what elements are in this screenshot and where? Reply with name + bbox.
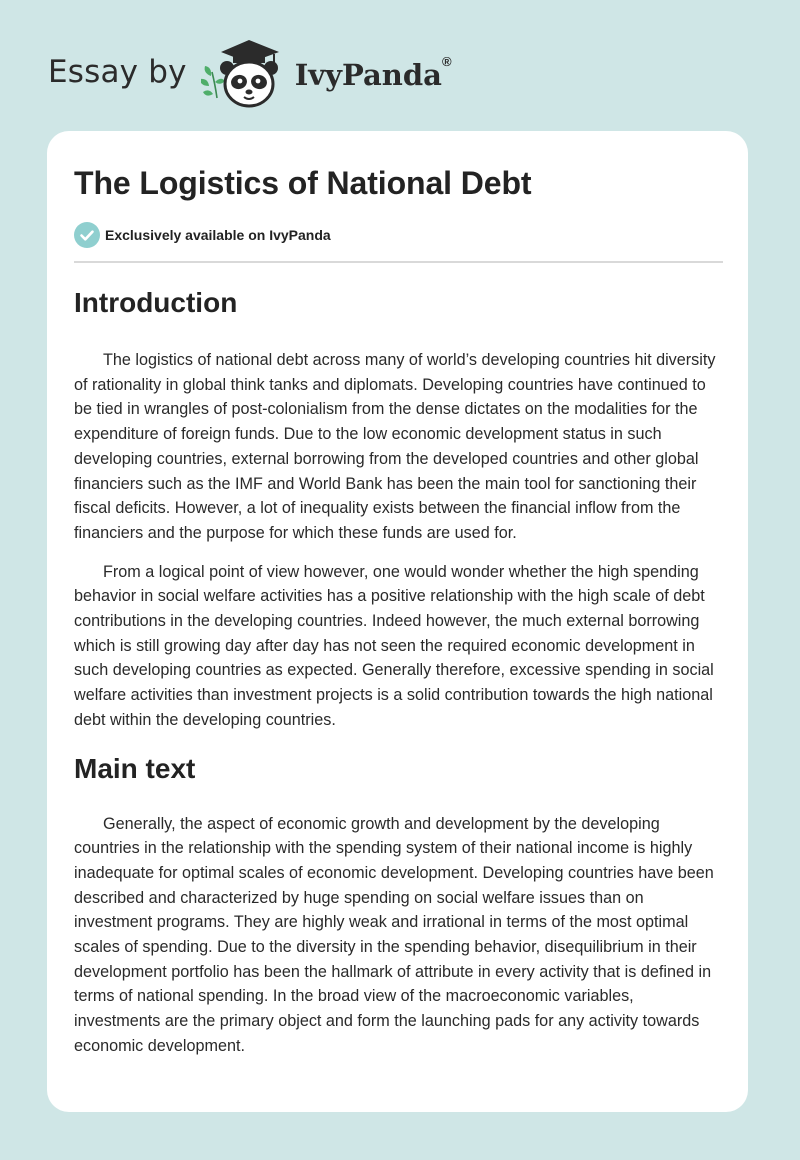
exclusive-badge-label: Exclusively available on IvyPanda — [105, 227, 331, 243]
section-heading-introduction: Introduction — [74, 287, 238, 318]
title-divider — [74, 261, 723, 263]
exclusive-badge — [74, 222, 331, 248]
check-circle-icon — [74, 222, 100, 248]
section-heading-main-text: Main text — [74, 752, 196, 784]
registered-mark: ® — [441, 54, 452, 69]
article-card — [47, 131, 748, 1112]
paragraph: The logistics of national debt across many of world’s developing countries hit diversity of rationality in global think tanks and diplomats. Developing countries have continued to be tied in wrangles of post-colonialism from the dense dictates on the modalities for the expenditure of foreign funds. Due to the low economic development status in such developing countries, external borrowing from the developed countries and other global financiers such as the IMF and World Bank has been the main tool for sanctioning their fiscal deficits. However, a lot of inequality exists between the financial inflow from the financiers and the purpose for which these funds are used for. — [74, 351, 716, 542]
panda-logo-icon[interactable] — [201, 36, 291, 110]
essay-by-label: Essay by — [48, 54, 187, 90]
article-body — [74, 281, 724, 1059]
brand-name[interactable]: IvyPanda® — [294, 54, 452, 92]
paragraph: From a logical point of view however, one would wonder whether the high spending behavior in social welfare activities has a positive relationship with the high scale of debt contributions in the developing countries. Indeed however, the much external borrowing which is still growing day after day has not seen the required economic development in such developing countries as expected. Generally therefore, excessive spending in social welfare activities than investment projects is a solid contribution towards the high national debt within the developing countries. — [74, 562, 714, 729]
paragraph: Generally, the aspect of economic growth and development by the developing countries in the relationship with the spending system of their national income is highly inadequate for optimal scales of economic development. Developing countries have been described and characterized by huge spending on social welfare issues than on investment programs. They are highly weak and irrational in terms of the most optimal scales of spending. Due to the diversity in the spending behavior, disequilibrium in their development portfolio has been the hallmark of attribute in every activity that is defined in terms of national spending. In the broad view of the macroeconomic variables, investments are the primary object and form the launching pads for any activity towards economic development. — [74, 814, 714, 1055]
article-title: The Logistics of National Debt — [74, 165, 532, 201]
site-header — [48, 36, 452, 110]
